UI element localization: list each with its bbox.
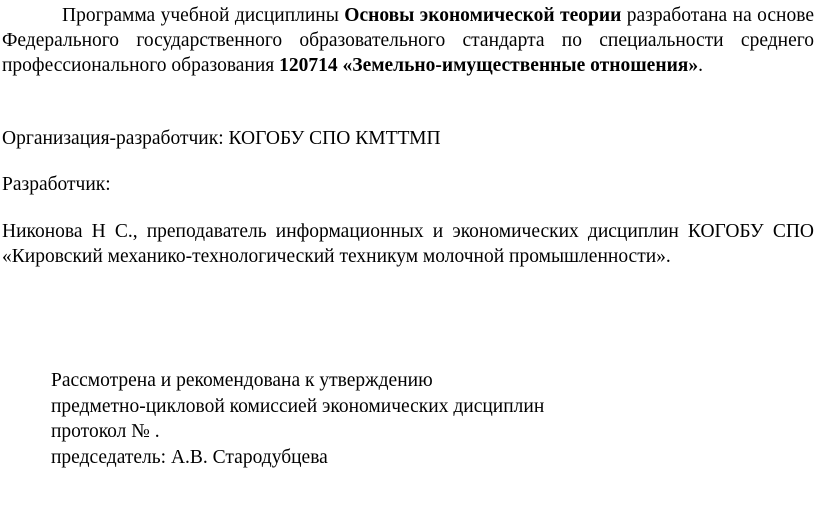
organization-line: Организация-разработчик: КОГОБУ СПО КМТТМП bbox=[2, 128, 441, 149]
intro-text-1: Программа учебной дисциплины bbox=[62, 5, 345, 26]
approval-line-1: Рассмотрена и рекомендована к утверждению bbox=[51, 370, 433, 391]
specialty-name: «Земельно-имущественные отношения» bbox=[342, 55, 699, 76]
discipline-name: Основы экономической теории bbox=[344, 5, 622, 26]
developer-label: Разработчик: bbox=[2, 174, 111, 195]
approval-line-4: председатель: А.В. Стародубцева bbox=[51, 446, 328, 468]
intro-text-4: . bbox=[698, 55, 703, 76]
approval-line-2: предметно-цикловой комиссией экономических дисциплин bbox=[51, 395, 545, 417]
specialty-code: 120714 bbox=[279, 55, 338, 76]
approval-line-3: протокол № . bbox=[51, 421, 160, 442]
approval-block bbox=[51, 368, 751, 470]
intro-text-2: разработана на основе Федерального государственного образовательного стандарта по специальности среднего профессионального образования bbox=[2, 5, 814, 76]
intro-paragraph bbox=[2, 3, 814, 78]
developer-paragraph: Никонова Н С., преподаватель информационных и экономических дисциплин КОГОБУ СПО «Кировский механико-технологический техникум молочной промышленности». bbox=[2, 221, 814, 267]
